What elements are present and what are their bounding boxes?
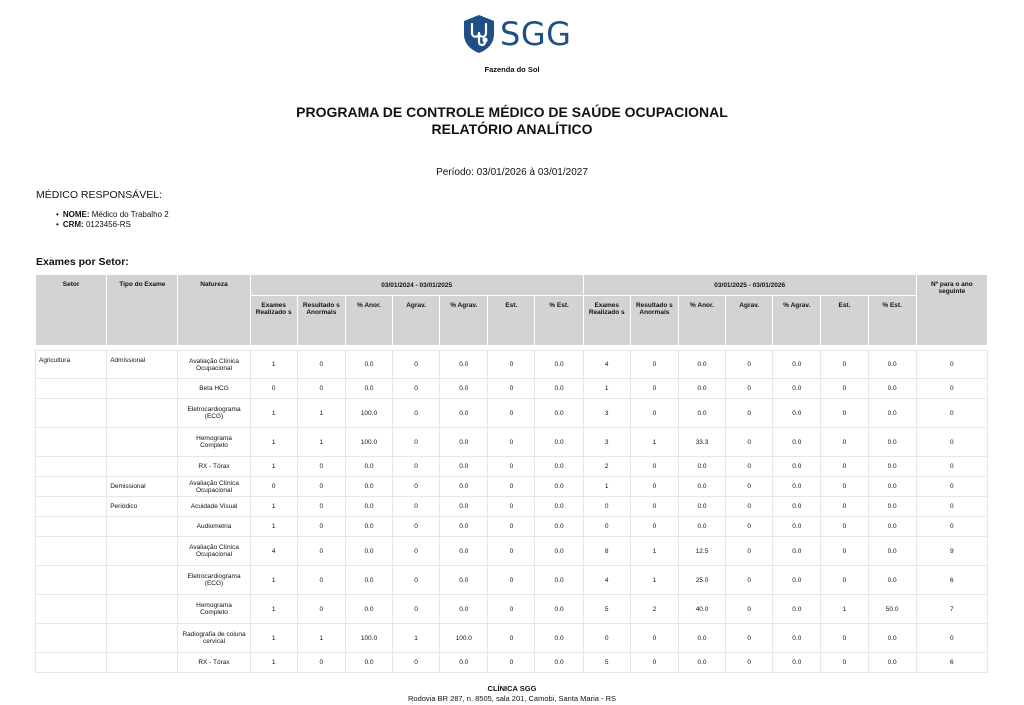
cell-value: 0.0	[535, 351, 583, 379]
cell-value: 0.0	[773, 399, 821, 428]
cell-value: 0.0	[535, 457, 583, 477]
cell-value: 3	[583, 428, 630, 457]
cell-value: 0	[916, 428, 987, 457]
cell-value: 33.3	[678, 428, 725, 457]
subheader-p1-col-2: Resultado s Anormais	[297, 296, 345, 346]
cell-setor	[36, 428, 107, 457]
cell-tipo-exame: Admissional	[107, 351, 178, 379]
cell-value: 0.0	[868, 457, 916, 477]
table-row	[36, 653, 988, 673]
cell-value: 1	[250, 624, 297, 653]
cell-value: 0	[726, 497, 773, 517]
logo-text: SGG	[500, 15, 572, 53]
cell-value: 0.0	[773, 351, 821, 379]
cell-value: 0.0	[440, 595, 488, 624]
cell-value: 9	[916, 537, 987, 566]
table-row	[36, 399, 988, 428]
cell-value: 0.0	[535, 624, 583, 653]
cell-setor: Agricultura	[36, 351, 107, 379]
cell-setor	[36, 517, 107, 537]
cell-value: 0	[726, 457, 773, 477]
cell-value: 0	[916, 457, 987, 477]
cell-value: 0	[630, 399, 678, 428]
header-natureza: Natureza	[178, 275, 250, 346]
report-title-line1: PROGRAMA DE CONTROLE MÉDICO DE SAÚDE OCUPACIONAL	[296, 104, 728, 120]
header-setor: Setor	[36, 275, 107, 346]
subheader-p2-col-2: Resultado s Anormais	[630, 296, 678, 346]
cell-value: 0.0	[345, 653, 392, 673]
cell-value: 0.0	[868, 379, 916, 399]
cell-value: 0	[630, 457, 678, 477]
cell-setor	[36, 497, 107, 517]
cell-value: 25.0	[678, 566, 725, 595]
cell-value: 0.0	[345, 537, 392, 566]
cell-value: 1	[250, 351, 297, 379]
cell-value: 7	[916, 595, 987, 624]
cell-value: 0	[821, 351, 868, 379]
cell-value: 0.0	[440, 477, 488, 497]
cell-value: 0	[821, 653, 868, 673]
cell-value: 0.0	[440, 653, 488, 673]
header-tipo-exame: Tipo do Exame	[107, 275, 178, 346]
doctor-crm-label: CRM:	[62, 220, 84, 229]
cell-value: 0	[726, 477, 773, 497]
doctor-name-value: Médico do Trabalho 2	[91, 210, 169, 219]
cell-value: 0	[630, 497, 678, 517]
cell-value: 0	[393, 351, 440, 379]
cell-value: 0.0	[773, 457, 821, 477]
cell-value: 12.5	[678, 537, 725, 566]
cell-value: 0.0	[345, 595, 392, 624]
cell-setor	[36, 595, 107, 624]
cell-value: 0.0	[678, 457, 725, 477]
cell-value: 0	[488, 351, 535, 379]
cell-value: 0.0	[678, 477, 725, 497]
subheader-p1-col-6: Est.	[488, 296, 535, 346]
cell-value: 1	[250, 566, 297, 595]
cell-natureza: Avaliação Clínica Ocupacional	[178, 537, 250, 566]
cell-value: 0.0	[773, 428, 821, 457]
cell-value: 0	[821, 624, 868, 653]
cell-value: 1	[250, 517, 297, 537]
cell-value: 1	[393, 624, 440, 653]
footer-address: Rodovia BR 287, n. 8505, sala 201, Camobi, Santa Maria - RS	[407, 694, 617, 703]
cell-value: 0	[488, 653, 535, 673]
cell-value: 0	[297, 497, 345, 517]
cell-value: 0	[726, 428, 773, 457]
cell-value: 1	[250, 457, 297, 477]
cell-value: 0.0	[345, 457, 392, 477]
cell-value: 40.0	[678, 595, 725, 624]
cell-value: 0	[393, 457, 440, 477]
subheader-p2-col-4: Agrav.	[726, 296, 773, 346]
cell-natureza: Avaliação Clínica Ocupacional	[178, 351, 250, 379]
table-row	[36, 351, 988, 379]
cell-value: 0.0	[535, 566, 583, 595]
cell-value: 0.0	[773, 595, 821, 624]
header-period-1: 03/01/2024 - 03/01/2025	[250, 275, 583, 296]
cell-value: 0	[488, 537, 535, 566]
cell-value: 0.0	[440, 379, 488, 399]
cell-value: 0	[630, 517, 678, 537]
cell-value: 0	[630, 624, 678, 653]
cell-value: 1	[297, 399, 345, 428]
cell-value: 2	[583, 457, 630, 477]
cell-value: 0.0	[773, 624, 821, 653]
cell-value: 0	[630, 351, 678, 379]
cell-value: 0	[630, 477, 678, 497]
table-row	[36, 624, 988, 653]
cell-value: 0.0	[678, 379, 725, 399]
cell-value: 0	[630, 653, 678, 673]
header-period-2: 03/01/2025 - 03/01/2026	[583, 275, 916, 296]
cell-value: 0	[488, 517, 535, 537]
report-period: Período: 03/01/2026 à 03/01/2027	[436, 167, 588, 178]
cell-value: 0	[583, 624, 630, 653]
table-row	[36, 595, 988, 624]
table-row	[36, 477, 988, 497]
cell-value: 0.0	[868, 497, 916, 517]
cell-natureza: Audiometria	[178, 517, 250, 537]
cell-value: 0	[297, 537, 345, 566]
exams-table	[35, 274, 988, 673]
cell-value: 0.0	[868, 428, 916, 457]
cell-value: 100.0	[345, 624, 392, 653]
cell-tipo-exame: Demissional	[107, 477, 178, 497]
doctor-name-item	[56, 210, 169, 220]
subheader-p2-col-3: % Anor.	[678, 296, 725, 346]
cell-value: 0	[916, 517, 987, 537]
cell-value: 4	[583, 566, 630, 595]
cell-value: 0	[821, 379, 868, 399]
subheader-p1-col-5: % Agrav.	[440, 296, 488, 346]
subheader-p2-col-5: % Agrav.	[773, 296, 821, 346]
cell-value: 0.0	[535, 517, 583, 537]
cell-value: 1	[250, 497, 297, 517]
cell-value: 0	[297, 595, 345, 624]
cell-value: 0	[726, 379, 773, 399]
cell-value: 0	[488, 595, 535, 624]
report-title-line2: RELATÓRIO ANALÍTICO	[431, 121, 593, 137]
cell-setor	[36, 537, 107, 566]
cell-value: 0	[821, 566, 868, 595]
cell-value: 0	[726, 653, 773, 673]
cell-natureza: RX - Tórax	[178, 457, 250, 477]
cell-value: 0	[297, 457, 345, 477]
cell-value: 0.0	[678, 624, 725, 653]
cell-value: 1	[630, 428, 678, 457]
cell-value: 0.0	[535, 379, 583, 399]
cell-value: 1	[250, 595, 297, 624]
cell-value: 1	[630, 537, 678, 566]
cell-value: 0	[488, 497, 535, 517]
cell-tipo-exame	[107, 399, 178, 428]
cell-value: 0.0	[535, 595, 583, 624]
cell-value: 0.0	[773, 477, 821, 497]
cell-value: 3	[583, 399, 630, 428]
cell-value: 0	[726, 537, 773, 566]
cell-value: 0	[297, 351, 345, 379]
cell-natureza: Hemograma Completo	[178, 595, 250, 624]
cell-value: 1	[297, 624, 345, 653]
cell-value: 0	[916, 351, 987, 379]
cell-setor	[36, 379, 107, 399]
cell-value: 0	[630, 379, 678, 399]
report-title	[0, 104, 1024, 138]
subheader-p1-col-4: Agrav.	[393, 296, 440, 346]
cell-value: 0	[583, 497, 630, 517]
subheader-p1-col-7: % Est.	[535, 296, 583, 346]
cell-value: 0	[393, 537, 440, 566]
cell-value: 0.0	[535, 537, 583, 566]
cell-value: 0	[393, 566, 440, 595]
cell-value: 0.0	[678, 399, 725, 428]
cell-value: 0.0	[868, 624, 916, 653]
cell-value: 0.0	[678, 351, 725, 379]
cell-value: 0.0	[535, 653, 583, 673]
cell-value: 0	[488, 477, 535, 497]
cell-value: 2	[630, 595, 678, 624]
cell-natureza: Eletrocardiograma (ECG)	[178, 566, 250, 595]
cell-value: 0	[297, 566, 345, 595]
cell-value: 1	[583, 379, 630, 399]
cell-natureza: Avaliação Clínica Ocupacional	[178, 477, 250, 497]
cell-setor	[36, 566, 107, 595]
cell-setor	[36, 399, 107, 428]
cell-setor	[36, 624, 107, 653]
cell-value: 0.0	[345, 477, 392, 497]
cell-value: 0	[821, 457, 868, 477]
cell-value: 0.0	[440, 457, 488, 477]
cell-value: 0	[583, 517, 630, 537]
cell-value: 0.0	[678, 497, 725, 517]
cell-value: 0	[726, 566, 773, 595]
table-row	[36, 457, 988, 477]
cell-value: 0.0	[773, 379, 821, 399]
cell-value: 0	[297, 379, 345, 399]
cell-value: 0	[393, 399, 440, 428]
cell-value: 0.0	[535, 399, 583, 428]
cell-value: 0	[393, 653, 440, 673]
cell-value: 0.0	[345, 351, 392, 379]
cell-value: 0.0	[773, 517, 821, 537]
table-header	[36, 275, 988, 346]
cell-natureza: Eletrocardiograma (ECG)	[178, 399, 250, 428]
cell-value: 0	[726, 595, 773, 624]
doctor-name-label: NOME:	[62, 210, 90, 219]
cell-value: 0.0	[440, 537, 488, 566]
doctor-crm-value: 0123456-RS	[85, 220, 131, 229]
cell-value: 0	[726, 624, 773, 653]
cell-value: 0.0	[440, 497, 488, 517]
cell-value: 0	[821, 537, 868, 566]
cell-value: 0.0	[535, 497, 583, 517]
cell-value: 0.0	[773, 537, 821, 566]
doctor-info-list	[56, 210, 169, 230]
cell-tipo-exame	[107, 566, 178, 595]
cell-value: 0.0	[440, 351, 488, 379]
cell-tipo-exame	[107, 428, 178, 457]
cell-value: 0.0	[535, 428, 583, 457]
cell-value: 0	[726, 399, 773, 428]
cell-tipo-exame	[107, 457, 178, 477]
cell-natureza: RX - Tórax	[178, 653, 250, 673]
cell-value: 0.0	[440, 517, 488, 537]
cell-natureza: Acuidade Visual	[178, 497, 250, 517]
cell-setor	[36, 653, 107, 673]
doctor-section-title: MÉDICO RESPONSÁVEL:	[36, 189, 163, 201]
cell-value: 50.0	[868, 595, 916, 624]
cell-natureza: Hemograma Completo	[178, 428, 250, 457]
cell-value: 100.0	[345, 399, 392, 428]
table-row	[36, 428, 988, 457]
table-body	[36, 346, 988, 673]
subheader-p2-col-7: % Est.	[868, 296, 916, 346]
cell-value: 0	[488, 379, 535, 399]
cell-setor	[36, 477, 107, 497]
cell-value: 0.0	[773, 566, 821, 595]
cell-value: 0	[916, 399, 987, 428]
doctor-crm-item	[56, 220, 169, 230]
cell-value: 0.0	[868, 399, 916, 428]
cell-value: 100.0	[440, 624, 488, 653]
cell-value: 0	[726, 517, 773, 537]
cell-value: 0	[393, 595, 440, 624]
cell-value: 0.0	[868, 351, 916, 379]
cell-value: 0	[488, 624, 535, 653]
cell-value: 0.0	[868, 477, 916, 497]
cell-value: 5	[583, 653, 630, 673]
cell-value: 0	[916, 379, 987, 399]
table-row	[36, 379, 988, 399]
cell-value: 0.0	[345, 566, 392, 595]
cell-value: 0.0	[678, 653, 725, 673]
cell-value: 0	[250, 477, 297, 497]
cell-value: 1	[250, 653, 297, 673]
cell-value: 6	[916, 566, 987, 595]
cell-value: 0.0	[440, 399, 488, 428]
cell-value: 0.0	[773, 497, 821, 517]
cell-value: 6	[916, 653, 987, 673]
table-row	[36, 497, 988, 517]
cell-value: 0.0	[345, 379, 392, 399]
cell-value: 4	[583, 351, 630, 379]
cell-tipo-exame	[107, 537, 178, 566]
cell-value: 0	[297, 477, 345, 497]
cell-value: 0	[393, 477, 440, 497]
cell-value: 0	[726, 351, 773, 379]
cell-value: 8	[583, 537, 630, 566]
cell-natureza: Beta HCG	[178, 379, 250, 399]
cell-value: 0.0	[868, 653, 916, 673]
cell-setor	[36, 457, 107, 477]
cell-value: 1	[821, 595, 868, 624]
cell-value: 0	[393, 517, 440, 537]
cell-value: 0	[821, 517, 868, 537]
cell-value: 0	[488, 428, 535, 457]
cell-value: 0	[250, 379, 297, 399]
table-row	[36, 517, 988, 537]
cell-value: 1	[250, 399, 297, 428]
cell-value: 0	[393, 428, 440, 457]
cell-value: 1	[583, 477, 630, 497]
cell-tipo-exame	[107, 379, 178, 399]
cell-value: 0	[393, 497, 440, 517]
cell-value: 0.0	[535, 477, 583, 497]
cell-value: 0	[297, 653, 345, 673]
cell-value: 0	[393, 379, 440, 399]
cell-value: 0	[297, 517, 345, 537]
cell-tipo-exame	[107, 595, 178, 624]
table-row	[36, 566, 988, 595]
logo	[462, 12, 571, 56]
subheader-p1-col-1: Exames Realizado s	[250, 296, 297, 346]
cell-value: 0	[916, 477, 987, 497]
cell-value: 1	[250, 428, 297, 457]
cell-value: 0	[916, 497, 987, 517]
exams-section-title: Exames por Setor:	[36, 256, 129, 268]
cell-value: 0.0	[440, 566, 488, 595]
cell-value: 1	[297, 428, 345, 457]
cell-value: 0.0	[440, 428, 488, 457]
cell-value: 0	[488, 457, 535, 477]
company-name: Fazenda do Sol	[484, 65, 540, 74]
cell-value: 4	[250, 537, 297, 566]
subheader-p2-col-6: Est.	[821, 296, 868, 346]
table-row	[36, 537, 988, 566]
cell-value: 0	[488, 399, 535, 428]
cell-tipo-exame	[107, 624, 178, 653]
subheader-p2-col-1: Exames Realizado s	[583, 296, 630, 346]
cell-value: 0	[821, 428, 868, 457]
cell-value: 0.0	[868, 537, 916, 566]
cell-tipo-exame	[107, 653, 178, 673]
header-next-year: Nº para o ano seguinte	[916, 275, 987, 346]
cell-value: 0	[916, 624, 987, 653]
cell-value: 1	[630, 566, 678, 595]
footer-clinic-name: CLÍNICA SGG	[487, 684, 537, 693]
cell-value: 0.0	[868, 517, 916, 537]
cell-value: 100.0	[345, 428, 392, 457]
cell-natureza: Radiografia de coluna cervical	[178, 624, 250, 653]
cell-value: 5	[583, 595, 630, 624]
cell-value: 0.0	[678, 517, 725, 537]
cell-value: 0.0	[773, 653, 821, 673]
subheader-p1-col-3: % Anor.	[345, 296, 392, 346]
cell-value: 0.0	[345, 497, 392, 517]
cell-value: 0	[821, 399, 868, 428]
cell-tipo-exame	[107, 517, 178, 537]
cell-tipo-exame: Periódico	[107, 497, 178, 517]
cell-value: 0	[821, 477, 868, 497]
cell-value: 0	[821, 497, 868, 517]
cell-value: 0	[488, 566, 535, 595]
cell-value: 0.0	[345, 517, 392, 537]
shield-stethoscope-icon	[462, 14, 496, 54]
cell-value: 0.0	[868, 566, 916, 595]
